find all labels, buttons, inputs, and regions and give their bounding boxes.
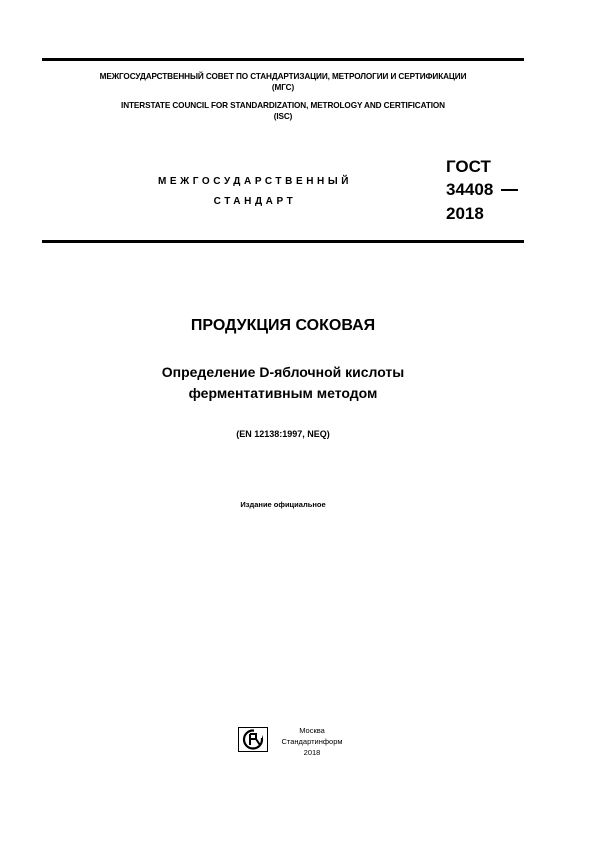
- publisher-year: 2018: [303, 748, 321, 757]
- gost-number: 34408: [446, 180, 494, 199]
- standartinform-logo-icon: [238, 727, 268, 752]
- gost-dash: [501, 189, 518, 191]
- document-subtitle-line2: ферментативным методом: [188, 385, 378, 401]
- edition-note: Издание официальное: [240, 500, 326, 509]
- document-title: ПРОДУКЦИЯ СОКОВАЯ: [190, 317, 376, 334]
- council-name-ru: МЕЖГОСУДАРСТВЕННЫЙ СОВЕТ ПО СТАНДАРТИЗАЦИИ, МЕТРОЛОГИИ И СЕРТИФИКАЦИИ: [99, 72, 467, 81]
- document-subtitle-line1: Определение D-яблочной кислоты: [161, 364, 405, 380]
- header-bottom-rule: [42, 240, 524, 243]
- council-abbr-ru: (МГС): [271, 83, 295, 92]
- gost-label: ГОСТ: [446, 157, 491, 176]
- gost-year: 2018: [446, 204, 484, 223]
- top-rule: [42, 58, 524, 61]
- publisher-name: Стандартинформ: [281, 737, 343, 746]
- standard-kind-line2: СТАНДАРТ: [213, 196, 297, 207]
- council-abbr-en: (ISC): [273, 112, 293, 121]
- standard-kind-line1: МЕЖГОСУДАРСТВЕННЫЙ: [157, 176, 353, 187]
- international-reference: (EN 12138:1997, NEQ): [236, 429, 330, 439]
- publisher-city: Москва: [299, 726, 325, 735]
- council-name-en: INTERSTATE COUNCIL FOR STANDARDIZATION, METROLOGY AND CERTIFICATION: [121, 101, 445, 110]
